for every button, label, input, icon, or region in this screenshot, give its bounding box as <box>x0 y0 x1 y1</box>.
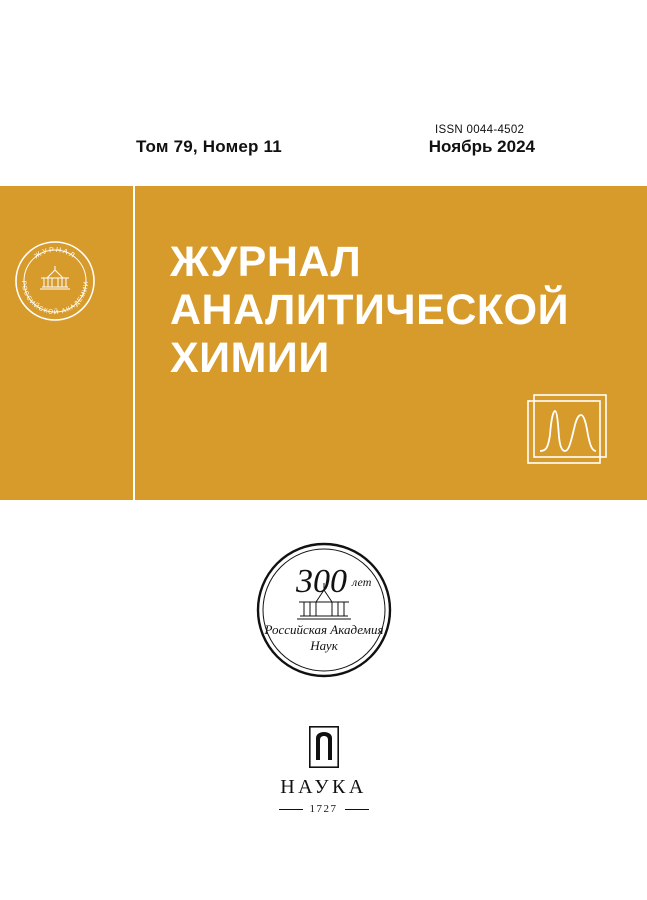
svg-text:Наук: Наук <box>310 638 338 653</box>
issue-date-label: Ноябрь 2024 <box>428 137 535 156</box>
volume-issue-label: Том 79, Номер 11 <box>136 137 282 156</box>
band-divider <box>133 186 135 500</box>
nauka-publisher-mark-icon <box>309 726 339 768</box>
publisher-year <box>0 803 647 815</box>
svg-text:лет: лет <box>352 575 372 589</box>
title-line-2: АНАЛИТИЧЕСКОЙ <box>170 286 569 335</box>
title-line-1: ЖУРНАЛ <box>170 238 362 286</box>
year-rule-left <box>279 809 303 810</box>
svg-text:300: 300 <box>296 563 347 600</box>
title-line-3: ХИМИИ <box>170 334 330 383</box>
anniversary-300-emblem <box>256 542 392 678</box>
chromatogram-peaks-icon <box>524 389 610 479</box>
svg-text:ЖУРНАЛ: ЖУРНАЛ <box>32 244 78 261</box>
publisher-year-value: 1727 <box>309 803 338 815</box>
publisher-name: НАУКА <box>280 776 367 798</box>
cover-header <box>0 118 647 178</box>
svg-text:РОССИЙСКОЙ АКАДЕМИИ: РОССИЙСКОЙ АКАДЕМИИ <box>19 280 91 317</box>
journal-ras-seal-icon <box>14 240 96 322</box>
journal-title <box>170 238 610 382</box>
svg-text:Российская Академия: Российская Академия <box>264 622 384 637</box>
publisher-block <box>0 726 647 815</box>
year-rule-right <box>345 809 369 810</box>
issn-label: ISSN 0044-4502 <box>435 124 525 136</box>
